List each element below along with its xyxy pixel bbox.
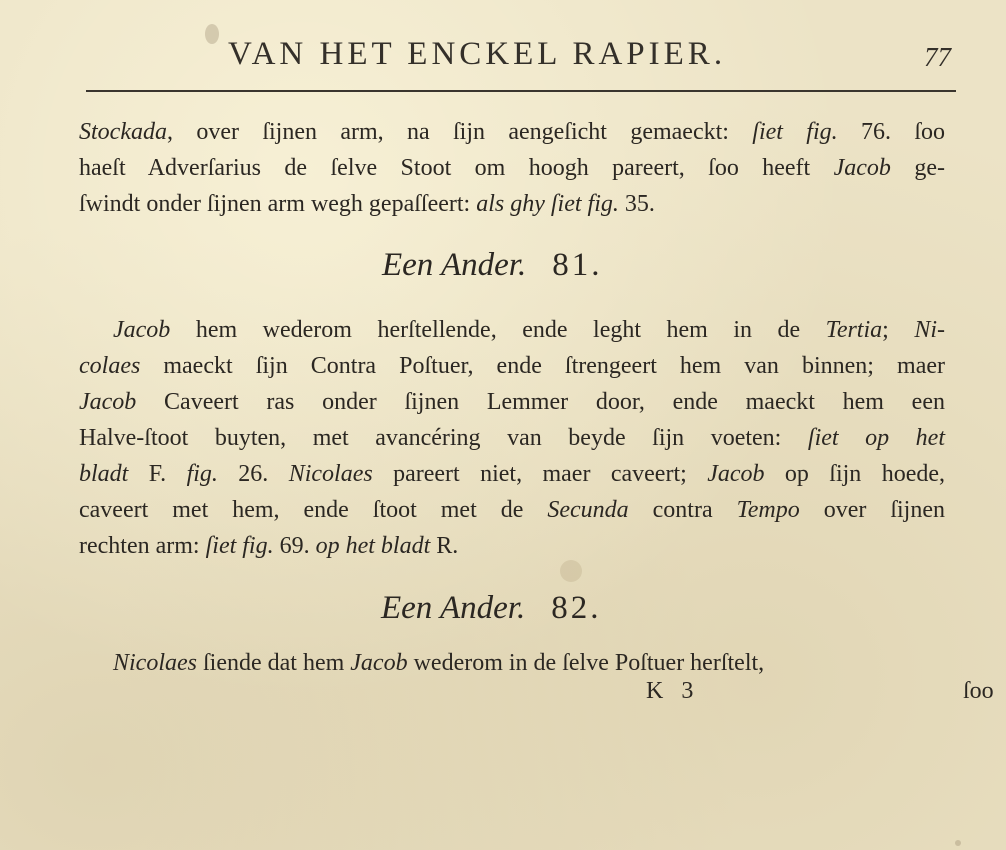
heading-label: Een Ander. [381,590,526,626]
italic-text: Jacob [350,650,408,676]
italic-text: Tertia [825,317,883,343]
text-line [79,528,945,564]
header-rule [86,90,956,92]
page-number: 77 [924,42,951,72]
roman-text: ge- [890,155,945,181]
roman-text: 26. [217,461,289,487]
roman-text: 76. ſoo [837,119,945,145]
catchword: ſoo [963,678,994,704]
paragraph-1 [79,114,945,222]
italic-text: ſiet fig. [752,119,838,145]
roman-text: contra [628,497,737,523]
italic-text: Jacob [707,461,765,487]
roman-text: R. [430,533,459,559]
italic-text: Nicolaes [113,650,197,676]
paper-stain [955,840,961,846]
italic-text: Secunda [547,497,629,523]
paragraph-3 [79,645,945,681]
roman-text: haeſt Adverſarius de ſelve Stoot om hoogh pareert, ſoo heeft [79,155,834,181]
page-footer [79,678,994,718]
italic-text: Jacob [833,155,891,181]
roman-text: , over ſijnen arm, na ſijn aengeſicht gemaeckt: [166,119,753,145]
text-line [79,348,945,384]
text-line [79,150,945,186]
italic-text: Nicolaes [288,461,373,487]
heading-number: 82. [551,590,602,626]
roman-text: 35. [618,191,655,217]
italic-text: Stockada [79,119,167,145]
roman-text: Halve-ſtoot buyten, met avancéring van beyde ſijn voeten: [79,425,808,451]
italic-text: colaes [79,353,141,379]
roman-text: ſwindt onder ſijnen arm wegh gepaſſeert: [79,191,477,217]
italic-text: als ghy ſiet fig. [476,191,619,217]
text-line [79,114,945,150]
text-line [79,420,945,456]
italic-text: fig. [186,461,218,487]
italic-text: ſiet op het [807,425,945,451]
paragraph-2 [79,312,945,564]
roman-text: F. [128,461,187,487]
text-line [79,186,945,222]
roman-text: pareert niet, maer caveert; [372,461,708,487]
italic-text: Jacob [113,317,171,343]
text-line [79,312,945,348]
heading-label: Een Ander. [382,247,527,283]
paper-stain [205,24,219,44]
roman-text: over ſijnen [799,497,945,523]
roman-text: hem wederom herſtellende, ende leght hem in de [170,317,826,343]
italic-text: bladt [79,461,129,487]
text-line [79,492,945,528]
heading-number: 81. [552,247,603,283]
italic-text: op het bladt [315,533,431,559]
paper-stain [560,560,582,582]
text-line [79,645,945,681]
running-head: VAN HET ENCKEL RAPIER. [228,36,727,72]
roman-text: Caveert ras onder ſijnen Lemmer door, ende maeckt hem een [136,389,945,415]
roman-text: ; [882,317,915,343]
roman-text: ſiende dat hem [197,650,351,676]
section-heading-82 [381,590,601,627]
roman-text: maeckt ſijn Contra Poſtuer, ende ſtrengeert hem van binnen; maer [140,353,945,379]
section-heading-81 [382,247,602,284]
roman-text: wederom in de ſelve Poſtuer herſtelt, [407,650,765,676]
signature-mark: K 3 [646,678,700,704]
italic-text: Jacob [79,389,137,415]
roman-text: op ſijn hoede, [764,461,945,487]
text-line [79,384,945,420]
italic-text: Tempo [736,497,800,523]
roman-text: 69. [273,533,316,559]
text-line [79,456,945,492]
italic-text: ſiet fig. [205,533,274,559]
roman-text: rechten arm: [79,533,206,559]
italic-text: Ni- [914,317,945,343]
roman-text: caveert met hem, ende ſtoot met de [79,497,548,523]
